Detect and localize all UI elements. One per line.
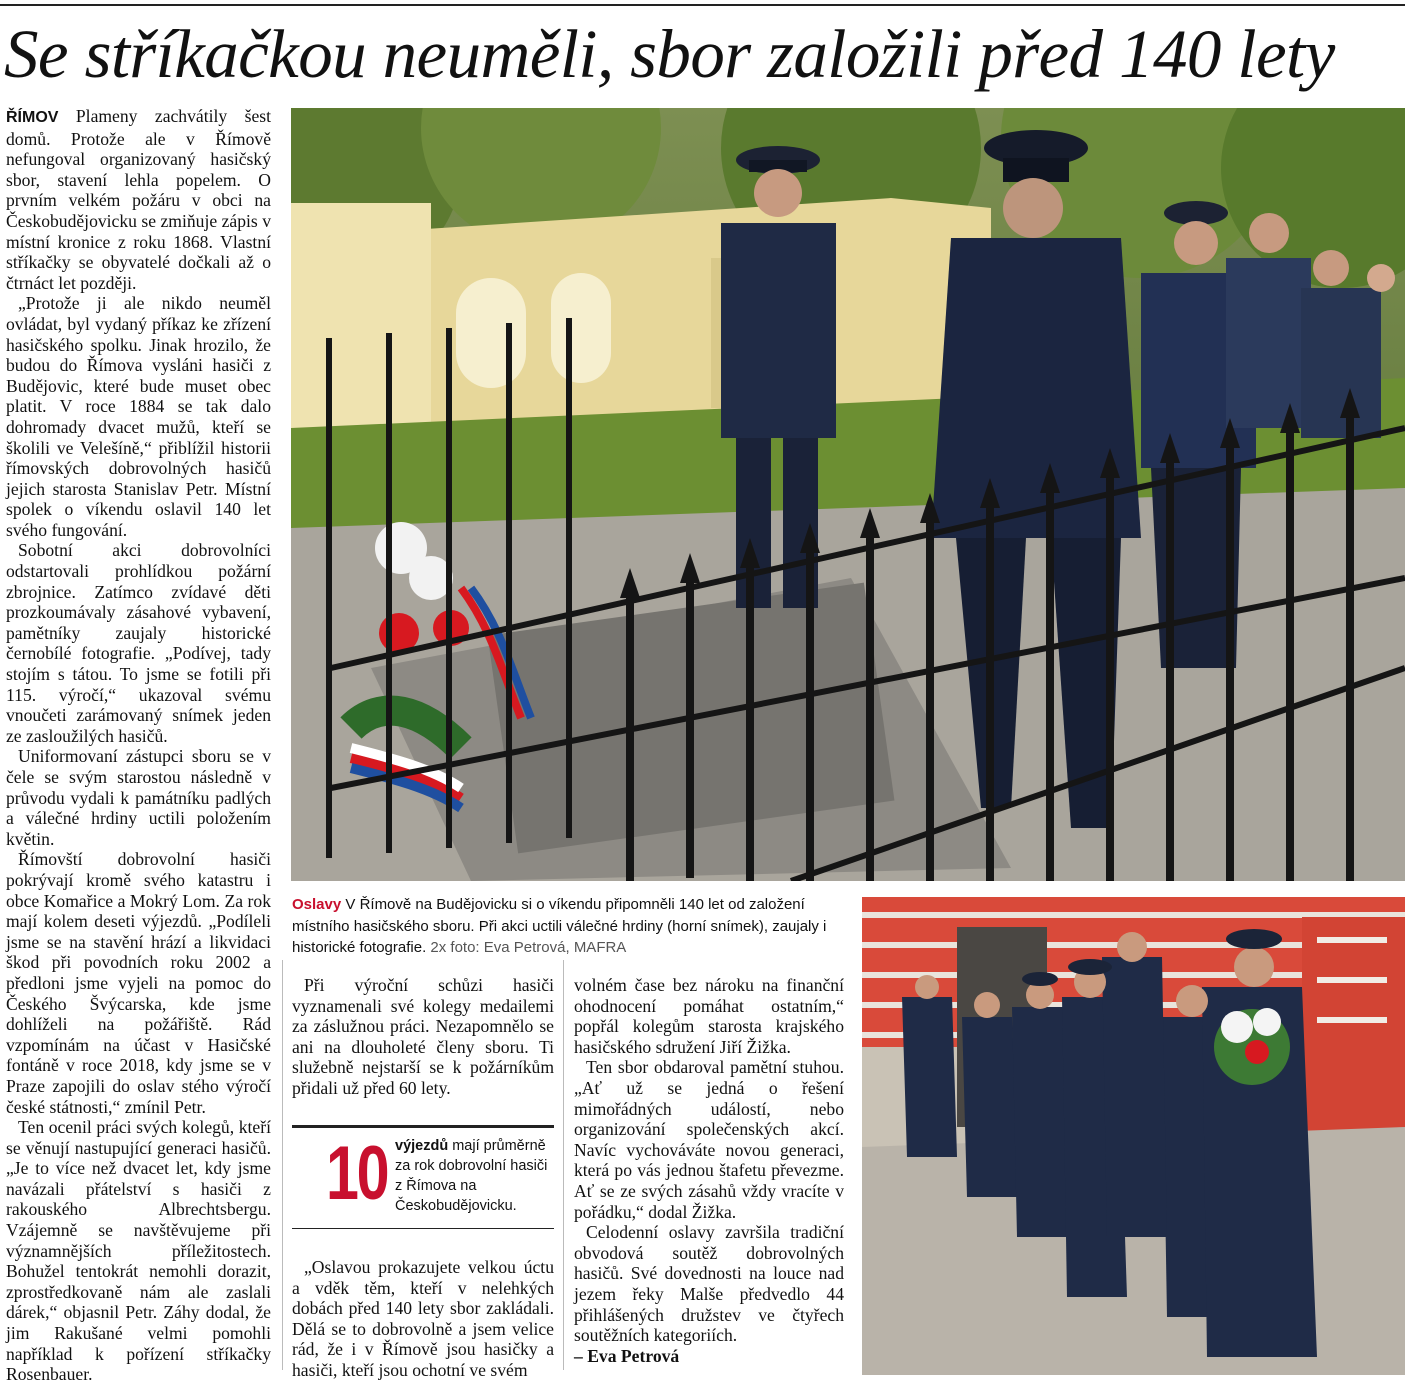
factbox-number: 10	[326, 1131, 388, 1216]
paragraph: Při výroční schůzi hasiči vyznamenali své kolegy medailemi za záslužnou práci. Nezapomnělo se ani na dlouholeté členy sboru. Ti služebně nejstarší se k požárníkům přidali už před 60 lety.	[292, 975, 554, 1098]
article-column-2-bottom	[292, 1257, 554, 1381]
caption-text: V Římově na Budějovicku si o víkendu připomněli 140 let od založení místního hasičského sboru. Při akci uctili válečné hrdiny (horní snímek), zaujaly i historické fotografie.	[292, 896, 827, 956]
photo-credit: 2x foto: Eva Petrová, MAFRA	[430, 939, 627, 956]
column-divider	[282, 960, 283, 1370]
paragraph: Římovští dobrovolní hasiči pokrývají kromě svého katastru i obce Komařice a Mokrý Lom. Za rok mají kolem deseti výjezdů. „Podíleli jsme se na stavění hrází a likvidaci škod při povodních roku 2002 a předloni jsme vyjeli na pomoc do Českého Švýcarska, kde jsme dohlíželi na požářiště. Rád vzpomínám na účast v Hasičské fontáně v roce 2018, kdy jsme se v Praze zapojili do oslav stého výročí české státnosti,“ zmínil Petr.	[6, 849, 271, 1117]
top-rule	[0, 4, 1405, 6]
photo-caption	[292, 894, 854, 959]
paragraph: Celodenní oslavy završila tradiční obvodová soutěž dobrovolných hasičů. Své dovednosti na louce nad jezem řeky Malše předvedlo 44 přihlášených družstev ve čtyřech soutěžních kategoriích.	[574, 1222, 844, 1346]
factbox-text: výjezdů mají průměrně za rok dobrovolní hasiči z Římova na Českobudějovicku.	[395, 1138, 548, 1214]
memorial-photo	[291, 108, 1405, 881]
factbox-bold: výjezdů	[395, 1138, 449, 1154]
paragraph: volném čase bez nároku na finanční ohodnocení pomáhat ostatním,“ popřál kolegům starosta krajského hasičského sdružení Jiří Žižka.	[574, 975, 844, 1057]
byline: – Eva Petrová	[574, 1345, 680, 1366]
article-column-1	[6, 106, 271, 1385]
caption-lead: Oslavy	[292, 896, 342, 913]
column-divider	[563, 960, 564, 1370]
paragraph: Sobotní akci dobrovolníci odstartovali prohlídkou požární zbrojnice. Zatímco zvídavé děti prozkoumávaly zásahové vybavení, pamětníky zaujaly historické černobílé fotografie. „Podívej, tady stojím s tátou. To jsme se fotili při 115. výročí,“ ukazoval svému vnoučeti zarámovaný snímek jeden ze zasloužilých hasičů.	[6, 540, 271, 746]
paragraph: „Oslavou prokazujete velkou úctu a vděk těm, kteří v nelehkých dobách před 140 lety sbor zakládali. Dělá se to dobrovolně a jsem velice rád, že i v Římově jsou hasičky a hasiči, kteří jsou ochotní ve svém	[292, 1257, 554, 1380]
factbox	[292, 1125, 554, 1229]
lead-paragraph: ŘÍMOV Plameny zachvátily šest domů. Protože ale v Římově nefungoval organizovaný hasičský sbor, stavení lehla popelem. O prvním velkém požáru v obci na Českobudějovicku se zmiňuje zápis v místní kronice z roku 1868. Vlastní stříkačky se obyvatelé dočkali až o čtrnáct let později.	[6, 106, 271, 293]
parade-photo	[862, 897, 1405, 1375]
paragraph: Uniformovaní zástupci sboru se v čele se svým starostou následně v průvodu vydali k památníku padlých a válečné hrdiny uctili položením květin.	[6, 746, 271, 849]
paragraph: „Protože ji ale nikdo neuměl ovládat, byl vydaný příkaz ke zřízení hasičského spolku. Jinak hrozilo, že budou do Římova vysláni hasiči z Budějovic, které bude muset obec platit. V roce 1884 se tak dalo dohromady dvacet mužů, kteří se školili ve Velešíně,“ přiblížil historii římovských dobrovolných hasičů jejich starosta Stanislav Petr. Místní spolek o víkendu oslavil 140 let svého fungování.	[6, 293, 271, 540]
article-column-2-top	[292, 975, 554, 1099]
dateline: ŘÍMOV	[6, 109, 59, 126]
paragraph: Ten sbor obdaroval pamětní stuhou. „Ať už se jedná o řešení mimořádných událostí, nebo organizování společenských akcí. Navíc vychováváte novou generaci, která po vás jednou štafetu převezme. Ať se ze svých zásahů vždy vracíte v pořádku,“ dodal Žižka.	[574, 1057, 844, 1222]
article-column-3	[574, 975, 844, 1366]
paragraph: Ten ocenil práci svých kolegů, kteří se věnují nastupující generaci hasičů. „Je to více než dvacet let, kdy jsme navázali přátelství s hasiči z rakouského Albrechtsbergu. Vzájemně se navštěvujeme při významnějších příležitostech. Bohužel tentokrát nemohli dorazit, zprostředkovaně nám ale zaslali dárek,“ objasnil Petr. Záhy dodal, že jim Rakušané velmi pomohli například k pořízení stříkačky Rosenbauer.	[6, 1117, 271, 1385]
article-headline: Se stříkačkou neuměli, sbor založili před 140 lety	[4, 16, 1335, 92]
